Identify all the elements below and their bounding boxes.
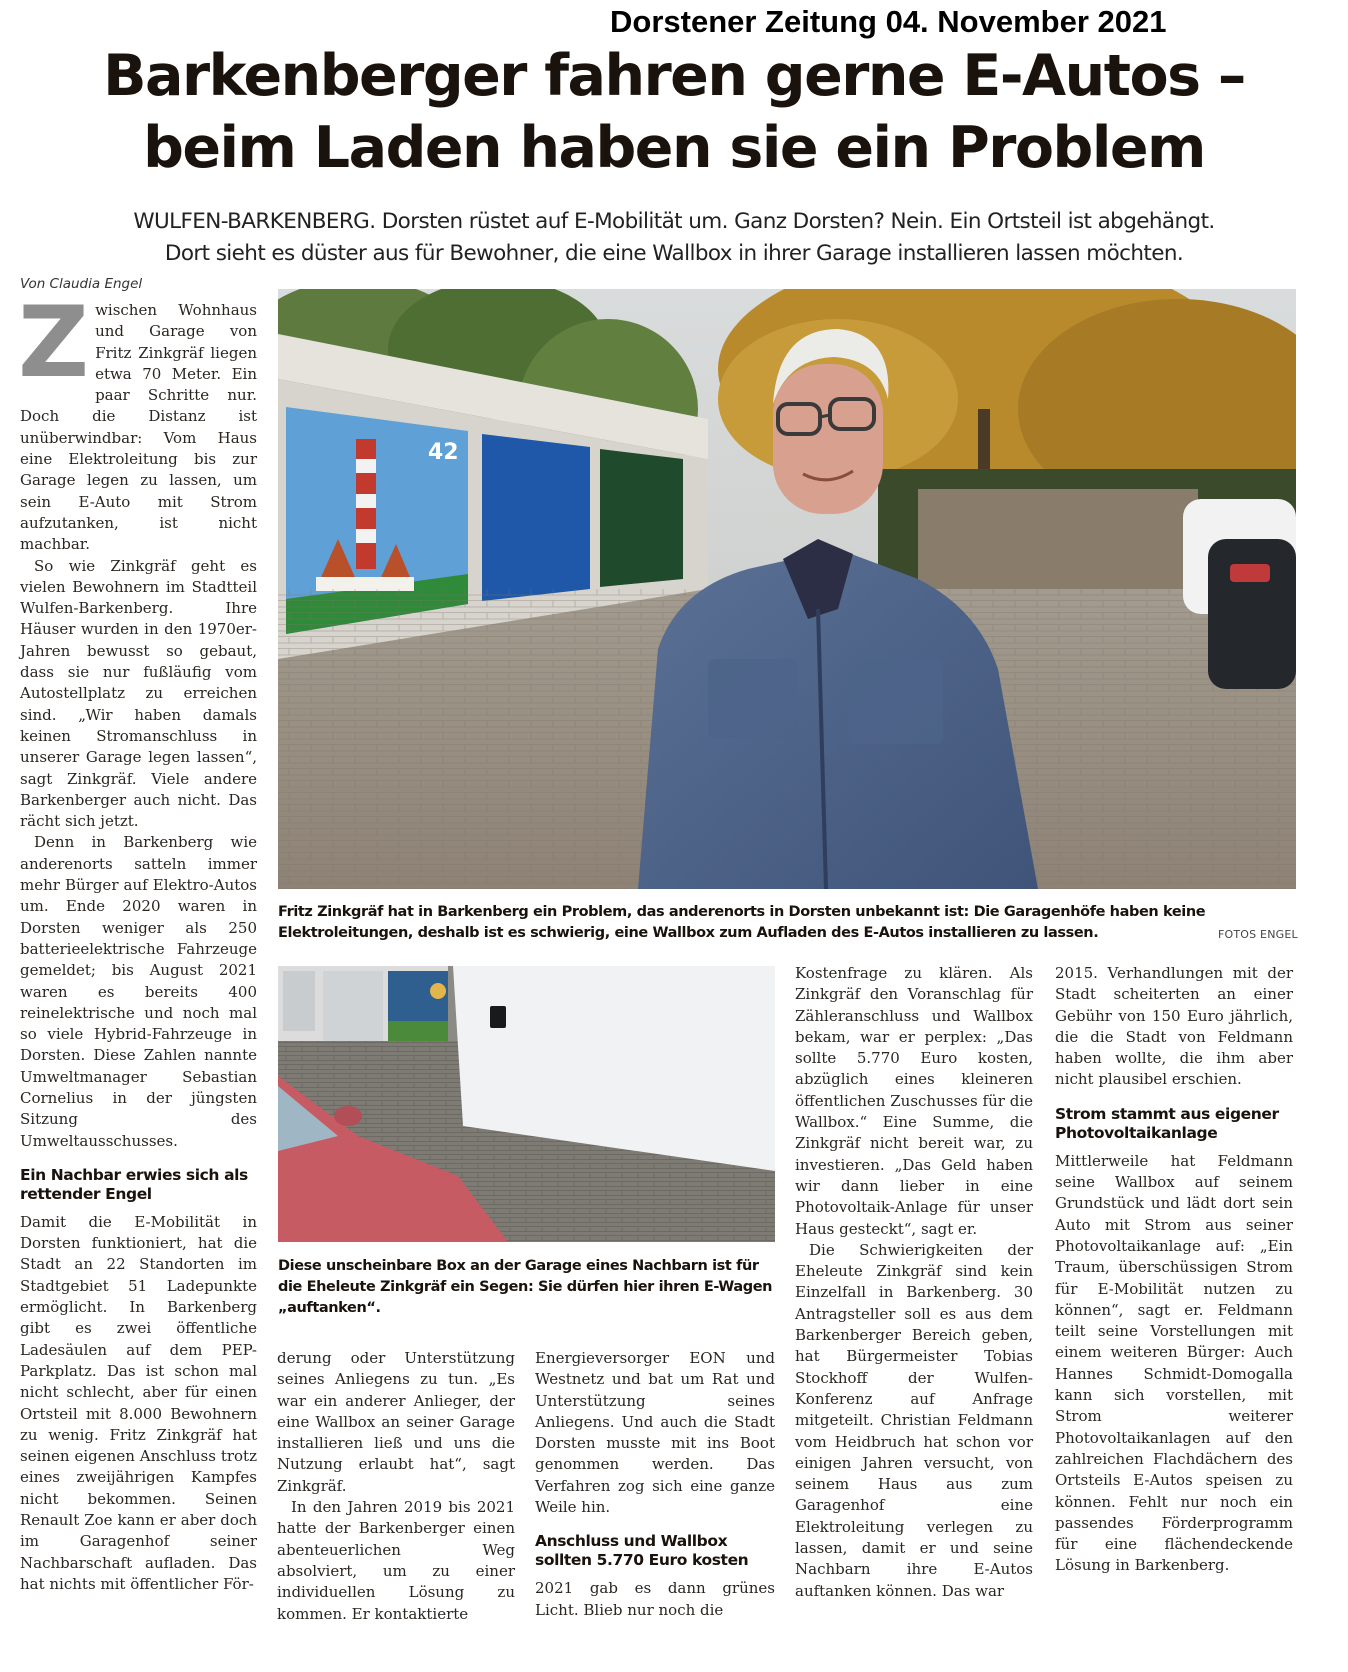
photo-wallbox-garage: [278, 966, 775, 1242]
article-column-4: [795, 963, 1033, 1602]
main-photo: [278, 289, 1296, 889]
paragraph-8: Mittlerweile hat Feldmann seine Wallbox auf seinem Grundstück und lädt dort sein Auto mit Strom aus seiner Photovoltaikanlage auf: „Ein Traum, überschüssigen Strom für E-Mobilität nutzen zu können“, sagt er. Feldmann teilt seine Vorstellungen mit einem weiteren Bürger: Auch Hannes Schmidt-Domogalla kann sich vorstellen, mit Strom weiterer Photovoltaikanlagen auf den zahlreichen Flachdächern des Ortsteils E-Autos speisen zu können. Fehlt nur noch ein passendes Förderprogramm für eine flächendeckende Lösung in Barkenberg.: [1055, 1151, 1293, 1575]
teaser-line-2: Dort sieht es düster aus für Bewohner, die eine Wallbox in ihrer Garage installieren lassen möchten.: [164, 241, 1184, 266]
newspaper-source-date: Dorstener Zeitung 04. November 2021: [610, 4, 1167, 39]
paragraph-1: wischen Wohnhaus und Garage von Fritz Zinkgräf liegen etwa 70 Meter. Ein paar Schritte nur. Doch die Distanz ist unüberwindbar: Vom Haus eine Elektroleitung bis zur Garage legen zu lassen, um sein E-Auto mit Strom aufzutanken, ist nicht machbar.: [20, 301, 257, 554]
subheading-cost: Anschluss und Wallbox sollten 5.770 Euro kosten: [535, 1532, 749, 1570]
teaser-line-1: WULFEN-BARKENBERG. Dorsten rüstet auf E-Mobilität um. Ganz Dorsten? Nein. Ein Ortsteil ist abgehängt.: [133, 209, 1215, 234]
byline: Von Claudia Engel: [20, 276, 143, 292]
paragraph-4: Damit die E-Mobilität in Dorsten funktioniert, hat die Stadt an 22 Standorten im Stadtgebiet 51 Ladepunkte ermöglicht. In Barkenberg gibt es zwei öffentliche Ladesäulen auf dem PEP-Parkplatz. Das ist schon mal nicht schlecht, aber für einen Ortsteil mit 8.000 Bewohnern zu wenig. Fritz Zinkgräf hat seinen eigenen Anschluss trotz eines zweijährigen Kampfes nicht bekommen. Seinen Renault Zoe kann er aber doch im Garagenhof seiner Nachbarschaft aufladen. Das hat nichts mit öffentlicher För-: [20, 1212, 257, 1593]
paragraph-3: Denn in Barkenberg wie anderenorts satteln immer mehr Bürger auf Elektro-Autos um. Ende 2020 waren in Dorsten weniger als 250 batterieelektrische Fahrzeuge gemeldet; bis August 2021 waren es bereits 400 reinelektrische und noch mal so viele Hybrid-Fahrzeuge in Dorsten. Diese Zahlen nannte Umweltmanager Sebastian Cornelius in der jüngsten Sitzung des Umweltausschusses.: [20, 833, 257, 1150]
paragraph-5: In den Jahren 2019 bis 2021 hatte der Barkenberger einen abenteuerlichen Weg absolviert, um zu einer individuellen Lösung zu kommen. Er kontaktierte: [277, 1498, 515, 1623]
article-column-1: [18, 286, 257, 1595]
teaser: [0, 206, 1348, 270]
paragraph-6: 2021 gab es dann grünes Licht. Blieb nur noch die: [535, 1579, 775, 1619]
headline-line-2: beim Laden haben sie ein Problem: [143, 115, 1205, 181]
article-column-5: [1055, 963, 1293, 1577]
paragraph-5-continued: Energieversorger EON und Westnetz und bat um Rat und Unterstützung seines Anliegens. Und auch die Stadt Dorsten musste mit ins Boot genommen werden. Das Verfahren zog sich eine ganze Weile hin.: [535, 1349, 775, 1517]
paragraph-7-continued: 2015. Verhandlungen mit der Stadt scheiterten an einer Gebühr von 150 Euro jährlich, die die Stadt von Feldmann haben wollte, die ihm aber nicht plausibel erschien.: [1055, 964, 1293, 1089]
headline-line-1: Barkenberger fahren gerne E-Autos –: [103, 43, 1245, 109]
photo-man-at-garages: [278, 289, 1296, 889]
paragraph-4-continued: derung oder Unterstützung seines Anliegens zu tun. „Es war ein anderer Anlieger, der eine Wallbox an seiner Garage installieren ließ und uns die Nutzung erlaubt hat“, sagt Zinkgräf.: [277, 1349, 515, 1495]
wallbox-device: [490, 1006, 506, 1028]
main-photo-caption: Fritz Zinkgräf hat in Barkenberg ein Problem, das anderenorts in Dorsten unbekannt ist: Die Garagenhöfe haben keine Elektroleitungen, deshalb ist es schwierig, eine Wallbox zum Aufladen des E-Autos installieren zu lassen.: [278, 904, 1206, 941]
article-column-2: [277, 1348, 515, 1625]
paragraph-2: So wie Zinkgräf geht es vielen Bewohnern im Stadtteil Wulfen-Barkenberg. Ihre Häuser wurden in den 1970er-Jahren bewusst so gebaut, dass sie nur fußläufig vom Autostellplatz zu erreichen sind. „Wir haben damals keinen Stromanschluss in unserer Garage legen lassen“, sagt Zinkgräf. Viele andere Barkenberger auch nicht. Das rächt sich jetzt.: [20, 556, 257, 831]
subheading-photovoltaic: Strom stammt aus eigener Photovoltaikanlage: [1055, 1104, 1279, 1142]
drop-cap: Z: [18, 286, 90, 400]
paragraph-7: Die Schwierigkeiten der Eheleute Zinkgräf sind kein Einzelfall in Barkenberg. 30 Antragsteller soll es aus dem Barkenberger Bereich geben, hat Bürgermeister Tobias Stockhoff der Wulfen-Konferenz auf Anfrage mitgeteilt. Christian Feldmann vom Heidbruch hat schon vor einigen Jahren versucht, von seinem Haus aus zum Garagenhof eine Elektroleitung verlegen zu lassen, damit er und seine Nachbarn ihre E-Autos auftanken können. Das war: [795, 1240, 1033, 1600]
headline: [0, 40, 1348, 184]
secondary-photo-caption: Diese unscheinbare Box an der Garage eines Nachbarn ist für die Eheleute Zinkgräf ein Segen: Sie dürfen hier ihren E-Wagen „auftanken“.: [278, 1258, 773, 1316]
paragraph-6-continued: Kostenfrage zu klären. Als Zinkgräf den Voranschlag für Zähleranschluss und Wallbox bekam, war er perplex: „Das sollte 5.770 Euro kosten, abzüglich eines kleineren öffentlichen Zuschusses für die Wallbox.“ Eine Summe, die Zinkgräf nicht bereit war, zu investieren. „Das Geld haben wir dann lieber in eine Photovoltaik-Anlage für unser Haus gesteckt“, sagt er.: [795, 964, 1033, 1238]
subheading-neighbor: Ein Nachbar erwies sich als rettender Engel: [20, 1165, 248, 1203]
secondary-photo: [278, 966, 775, 1242]
garage-number: 42: [428, 440, 459, 465]
article-column-3: [535, 1348, 775, 1621]
photo-credit: FOTOS ENGEL: [1218, 928, 1298, 941]
